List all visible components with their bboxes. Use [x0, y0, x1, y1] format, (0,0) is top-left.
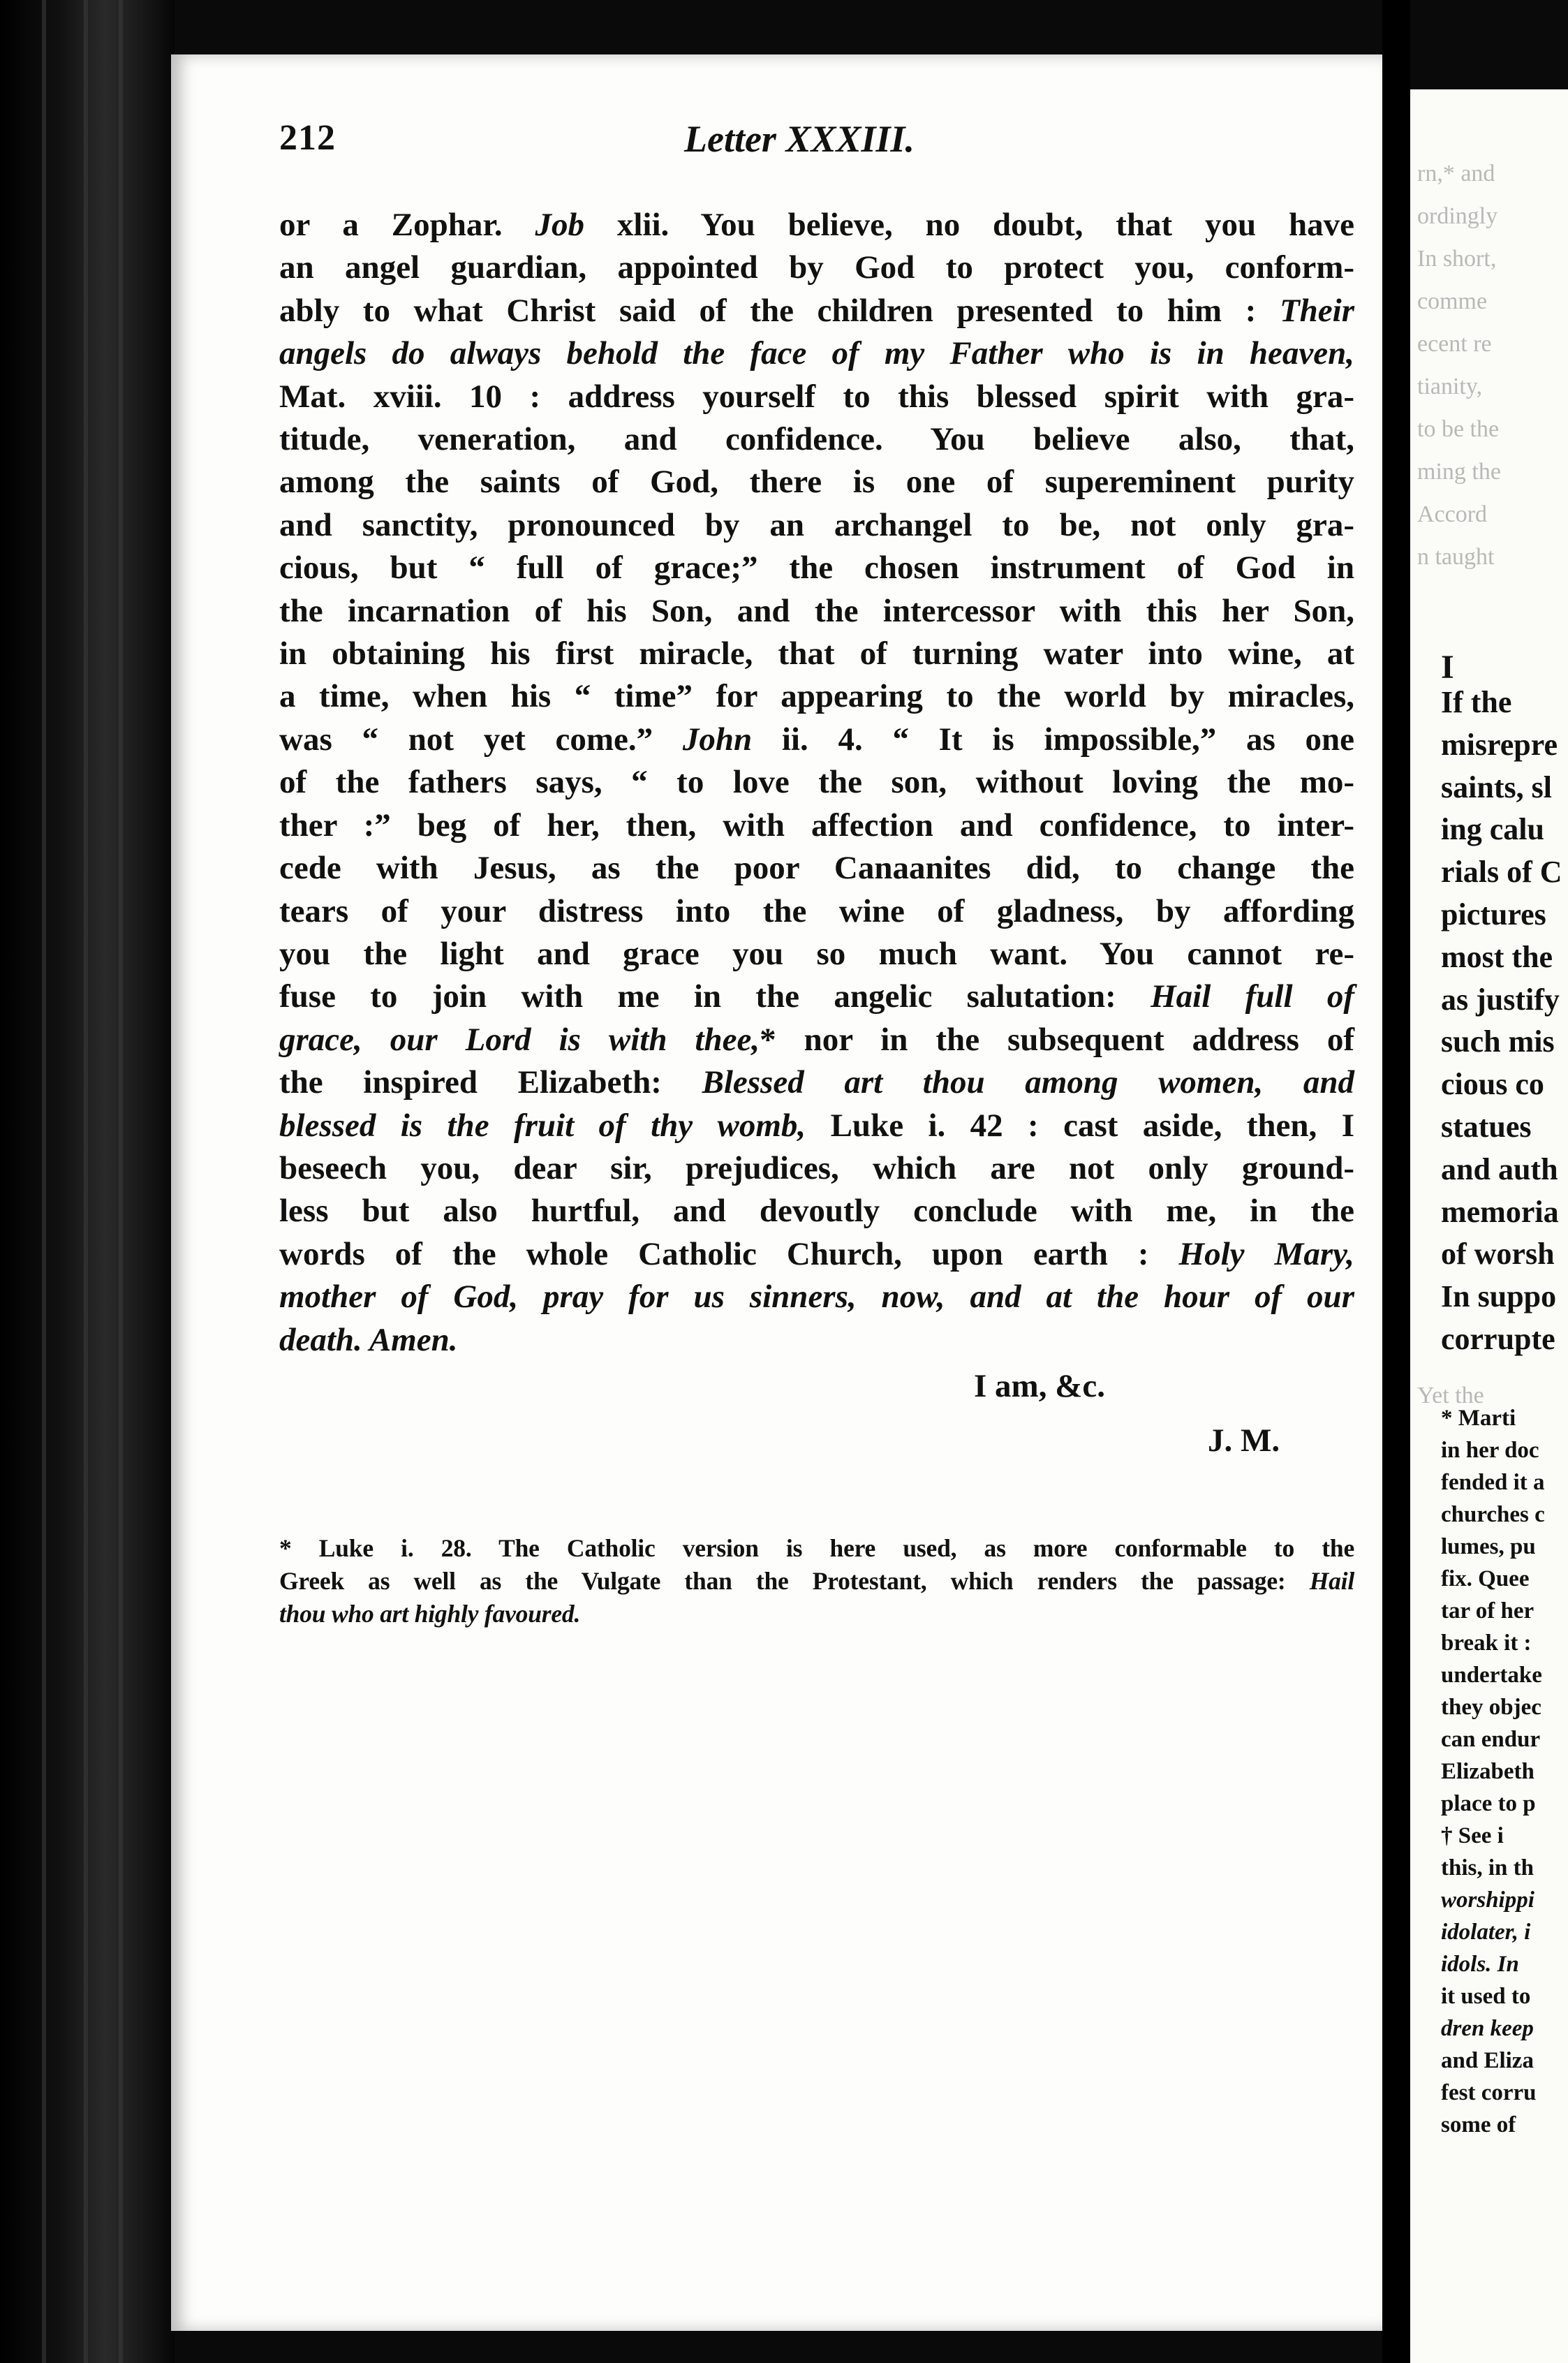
right-page-fragment: If the	[1441, 685, 1512, 719]
right-page-fragment: rials of C	[1441, 855, 1562, 890]
right-page-fragment: dren keep	[1441, 2016, 1534, 2041]
right-page-fragment: lumes, pu	[1441, 1534, 1536, 1559]
right-page-fragment: place to p	[1441, 1791, 1536, 1816]
right-page-fragment: can endur	[1441, 1727, 1541, 1752]
body-line: and sanctity, pronounced by an archangel to be, not only gra-	[279, 506, 1354, 543]
right-page-fragment: idolater, i	[1441, 1920, 1531, 1945]
right-page-fragment: I	[1441, 649, 1454, 686]
right-page-fragment: undertake	[1441, 1663, 1542, 1688]
body-line: tears of your distress into the wine of gladness, by affording	[279, 892, 1354, 929]
right-page-fragment: statues	[1441, 1110, 1532, 1144]
right-page-fragment: idols. In	[1441, 1952, 1519, 1977]
body-line: angels do always behold the face of my Father who is in heaven,	[279, 335, 1354, 372]
body-line: ther :” beg of her, then, with affection and confidence, to inter-	[279, 807, 1354, 844]
body-line: titude, veneration, and confidence. You believe also, that,	[279, 421, 1354, 458]
right-page-fragment: this, in th	[1441, 1855, 1534, 1880]
right-page-fragment: pictures	[1441, 897, 1546, 932]
right-page-fragment: to be the	[1417, 416, 1500, 442]
body-line: a time, when his “ time” for appearing to the world by miracles,	[279, 678, 1354, 715]
right-page-fragment: fest corru	[1441, 2080, 1537, 2105]
book-spine-shadow	[0, 0, 175, 2363]
right-page-fragment: such mis	[1441, 1024, 1555, 1059]
right-page-fragment: cious co	[1441, 1067, 1544, 1102]
body-line: of the fathers says, “ to love the son, without loving the mo-	[279, 764, 1354, 801]
right-page-edge	[1410, 89, 1568, 2363]
spine-streak	[84, 0, 88, 2363]
right-page-fragment: break it :	[1441, 1630, 1532, 1656]
letter-closing	[279, 1367, 1354, 1472]
body-line: was “ not yet come.” John ii. 4. “ It is impossible,” as one	[279, 721, 1354, 758]
right-page-fragment: tar of her	[1441, 1598, 1534, 1624]
right-page-fragment: ordingly	[1417, 203, 1498, 229]
body-line: an angel guardian, appointed by God to protect you, conform-	[279, 249, 1354, 286]
right-page-fragment: fix. Quee	[1441, 1566, 1530, 1591]
right-page-fragment: misrepre	[1441, 727, 1558, 762]
body-line: you the light and grace you so much want. You cannot re-	[279, 935, 1354, 972]
signature: J. M.	[1208, 1422, 1280, 1459]
right-page-fragment: saints, sl	[1441, 770, 1552, 804]
right-page-fragment: † See i	[1441, 1823, 1504, 1848]
right-page-fragment: n taught	[1417, 544, 1495, 570]
right-page-fragment: * Marti	[1441, 1406, 1516, 1431]
body-line: cede with Jesus, as the poor Canaanites did, to change the	[279, 850, 1354, 887]
right-page-fragment: In suppo	[1441, 1279, 1557, 1314]
body-line: among the saints of God, there is one of supereminent purity	[279, 464, 1354, 501]
right-page-fragment: comme	[1417, 288, 1488, 314]
right-page-fragment: most the	[1441, 939, 1553, 974]
right-page-fragment: in her doc	[1441, 1438, 1539, 1463]
body-line: the inspired Elizabeth: Blessed art thou among women, and	[279, 1064, 1355, 1101]
body-line: less but also hurtful, and devoutly conclude with me, in the	[279, 1193, 1354, 1230]
right-page-fragment: it used to	[1441, 1984, 1531, 2009]
right-page-fragment: churches c	[1441, 1502, 1545, 1527]
page-gutter	[1382, 0, 1410, 2363]
spine-streak	[42, 0, 46, 2363]
right-page-fragment: tianity,	[1417, 374, 1483, 399]
right-page-fragment: worshippi	[1441, 1887, 1534, 1913]
right-page-fragment: Yet the	[1417, 1383, 1484, 1408]
footnote-line: thou who art highly favoured.	[279, 1600, 581, 1628]
spine-streak	[119, 0, 123, 2363]
right-page-fragment: memoria	[1441, 1194, 1559, 1229]
right-page-fragment: of worsh	[1441, 1237, 1555, 1272]
body-line: the incarnation of his Son, and the intercessor with this her Son,	[279, 592, 1354, 629]
right-page-fragment: they objec	[1441, 1695, 1541, 1720]
body-line: grace, our Lord is with thee,* nor in the subsequent address of	[279, 1021, 1354, 1058]
body-line: fuse to join with me in the angelic salutation: Hail full of	[279, 978, 1355, 1015]
body-line: blessed is the fruit of thy womb, Luke i. 42 : cast aside, then, I	[279, 1107, 1354, 1144]
body-line: Mat. xviii. 10 : address yourself to this blessed spirit with gra-	[279, 378, 1354, 415]
right-page-fragment: and Eliza	[1441, 2048, 1534, 2073]
body-line: words of the whole Catholic Church, upon earth : Holy Mary,	[279, 1235, 1354, 1272]
right-page-fragment: In short,	[1417, 246, 1497, 272]
body-line: cious, but “ full of grace;” the chosen instrument of God in	[279, 550, 1354, 587]
body-line: beseech you, dear sir, prejudices, which are not only ground-	[279, 1149, 1354, 1186]
right-page-fragment: Elizabeth	[1441, 1759, 1534, 1784]
body-line: ably to what Christ said of the children presented to him : Their	[279, 292, 1354, 329]
page-header	[279, 112, 1354, 175]
right-page-fragment: ing calu	[1441, 812, 1544, 847]
right-page-fragment: Accord	[1417, 501, 1488, 527]
right-page-fragment: and auth	[1441, 1151, 1558, 1186]
right-page-fragment: corrupte	[1441, 1322, 1555, 1356]
right-page-fragment: ming the	[1417, 459, 1501, 485]
footnote-line: Greek as well as the Vulgate than the Protestant, which renders the passage: Hail	[279, 1567, 1354, 1595]
right-page-fragment: some of	[1441, 2112, 1516, 2137]
body-line: or a Zophar. Job xlii. You believe, no doubt, that you have	[279, 207, 1354, 243]
right-page-fragment: as justify	[1441, 982, 1560, 1017]
right-page-fragment: ecent re	[1417, 331, 1492, 357]
right-page-fragment: fended it a	[1441, 1470, 1545, 1495]
page-number: 212	[279, 118, 336, 158]
body-line: in obtaining his first miracle, that of turning water into wine, at	[279, 635, 1354, 672]
footnote	[279, 1532, 1354, 1630]
closing-salutation: I am, &c.	[974, 1368, 1105, 1404]
letter-body	[279, 204, 1354, 1362]
body-line: mother of God, pray for us sinners, now, and at the hour of our	[279, 1279, 1354, 1316]
running-title: Letter XXXIII.	[684, 118, 915, 160]
body-line: death. Amen.	[279, 1321, 458, 1358]
right-page-fragment: rn,* and	[1417, 161, 1495, 186]
footnote-line: * Luke i. 28. The Catholic version is here used, as more conformable to the	[279, 1534, 1354, 1562]
